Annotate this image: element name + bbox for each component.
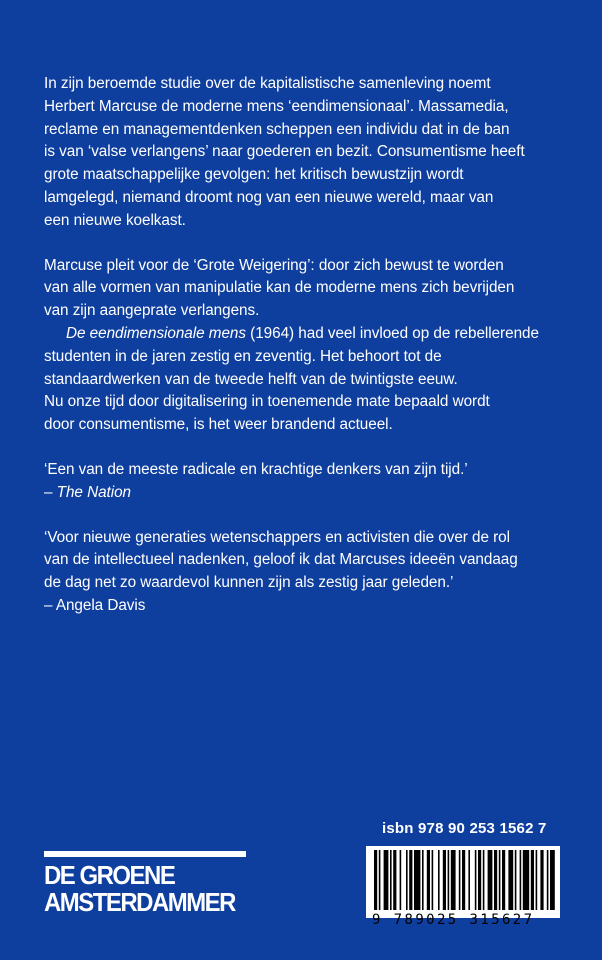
barcode-bar <box>540 850 543 910</box>
barcode-bar <box>523 850 529 910</box>
text-line: door consumentisme, is het weer brandend actueel. <box>44 416 393 434</box>
barcode-bar <box>502 850 505 910</box>
quote-source: – Angela Davis <box>44 596 146 614</box>
text-line: lamgelegd, niemand droomt nog van een nieuwe wereld, maar van <box>44 188 494 206</box>
blurb-paragraph-1 <box>44 73 564 233</box>
back-cover-blurb <box>44 73 564 618</box>
text-line: Herbert Marcuse de moderne mens ‘eendimensionaal’. Massamedia, <box>44 97 509 115</box>
quote-text: de dag net zo waardevol kunnen zijn als zestig jaar geleden.’ <box>44 574 454 592</box>
barcode-bar <box>494 850 497 910</box>
barcode-digits: 9 789025 315627 <box>372 912 535 928</box>
barcode-bar <box>536 850 538 910</box>
barcode-bars <box>366 846 560 918</box>
text-line: In zijn beroemde studie over de kapitalistische samenleving noemt <box>44 75 491 92</box>
isbn-label: isbn 978 90 253 1562 7 <box>382 820 547 837</box>
text-line: grote maatschappelijke gevolgen: het kritisch bewustzijn wordt <box>44 166 464 184</box>
book-title: De eendimensionale mens <box>66 324 246 342</box>
barcode-bar <box>468 850 470 910</box>
barcode-bar <box>448 850 450 910</box>
text-line: studenten in de jaren zestig en zeventig. Het behoort tot de <box>44 347 442 365</box>
blurb-paragraph-3 <box>44 323 564 437</box>
barcode-bar <box>374 850 377 910</box>
quote-angela-davis <box>44 527 564 618</box>
barcode-bar <box>531 850 534 910</box>
barcode-bar <box>414 850 420 910</box>
barcode-bar <box>400 850 402 910</box>
barcode-bar <box>547 850 549 910</box>
quote-dash: – <box>44 483 57 501</box>
barcode-bar <box>432 850 434 910</box>
barcode-bar <box>459 850 461 910</box>
barcode-bar <box>515 850 517 910</box>
barcode-bar <box>462 850 465 910</box>
quote-the-nation <box>44 459 564 505</box>
text-line: Nu onze tijd door digitalisering in toenemende mate bepaald wordt <box>44 393 490 411</box>
barcode-bar <box>379 850 381 910</box>
barcode-bar <box>488 850 493 910</box>
text-line: is van ‘valse verlangens’ naar goederen en bezit. Consumentisme heeft <box>44 143 525 161</box>
barcode-bar <box>499 850 501 910</box>
quote-text: ‘Voor nieuwe generaties wetenschappers en activisten die over de rol <box>44 528 510 546</box>
blurb-paragraph-2 <box>44 255 564 323</box>
barcode-bar <box>390 850 392 910</box>
barcode <box>366 846 560 928</box>
text-line: van alle vormen van manipulatie kan de moderne mens zich bevrijden <box>44 279 515 297</box>
barcode-bar <box>393 850 396 910</box>
barcode-bar <box>483 850 485 910</box>
text-line: Marcuse pleit voor de ‘Grote Weigering’: door zich bewust te worden <box>44 256 504 274</box>
barcode-bar <box>443 850 446 910</box>
text-line: reclame en managementdenken scheppen een individu dat in de ban <box>44 120 510 138</box>
barcode-bar <box>520 850 522 910</box>
barcode-bar <box>384 850 389 910</box>
logo-rule <box>44 851 246 857</box>
barcode-bar <box>422 850 424 910</box>
barcode-bar <box>409 850 412 910</box>
text-line: standaardwerken van de tweede helft van de twintigste eeuw. <box>44 370 458 388</box>
logo-line-1: DE GROENE <box>44 860 175 890</box>
text-line: (1964) had veel invloed op de rebellerende <box>245 324 539 342</box>
barcode-bar <box>550 850 555 910</box>
quote-source: The Nation <box>56 483 131 501</box>
barcode-bar <box>406 850 408 910</box>
text-line: van zijn aangeprate verlangens. <box>44 302 260 320</box>
barcode-bar <box>475 850 477 910</box>
logo-line-2: AMSTERDAMMER <box>44 887 235 917</box>
publisher-logo <box>44 862 235 916</box>
quote-text: ‘Een van de meeste radicale en krachtige denkers van zijn tijd.’ <box>44 460 468 478</box>
barcode-bar <box>438 850 440 910</box>
barcode-bar <box>427 850 430 910</box>
quote-text: van de intellectueel nadenken, geloof ik dat Marcuses ideeën vandaag <box>44 551 518 569</box>
barcode-bar <box>478 850 481 910</box>
text-line: een nieuwe koelkast. <box>44 211 186 229</box>
barcode-bar <box>451 850 456 910</box>
barcode-bar <box>508 850 513 910</box>
